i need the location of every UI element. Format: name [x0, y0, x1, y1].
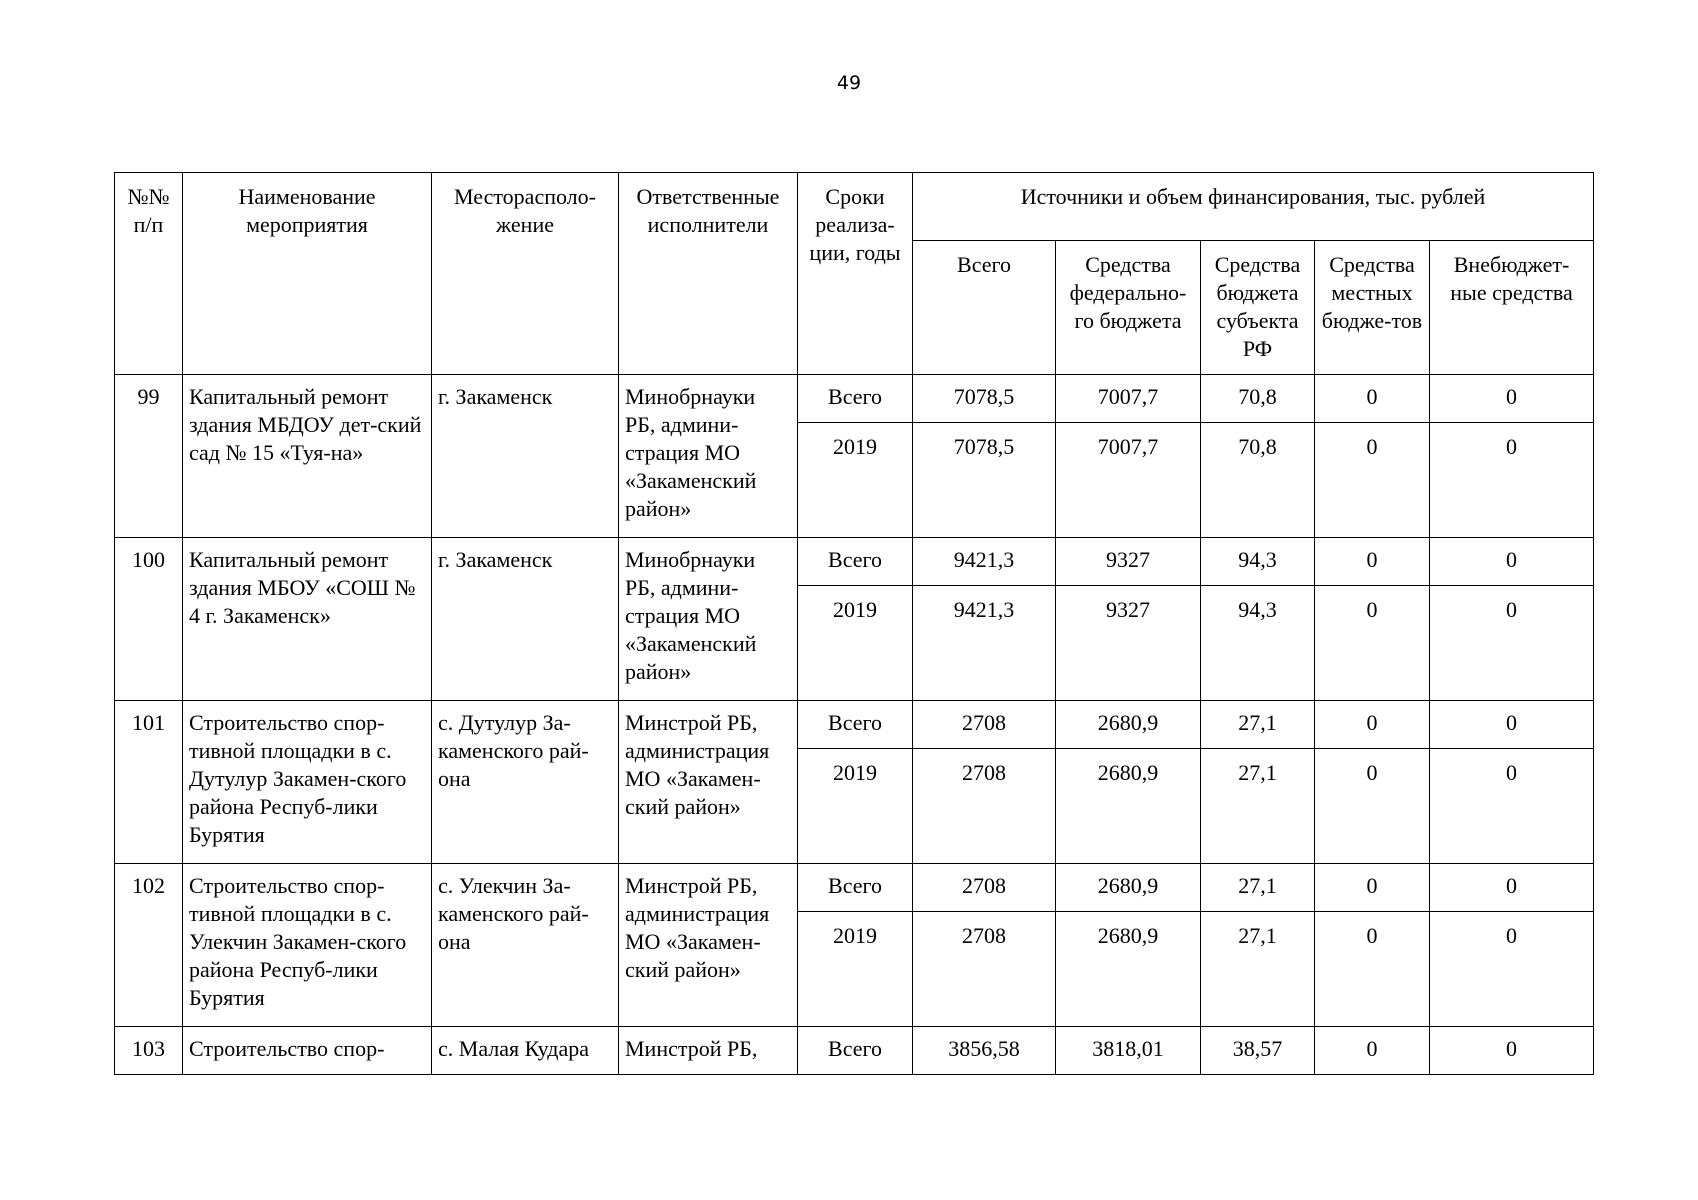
row-extra: 0 — [1430, 864, 1594, 912]
row-local: 0 — [1315, 864, 1430, 912]
row-period: 2019 — [798, 586, 913, 701]
row-location: с. Улекчин За-каменского рай-она — [432, 864, 619, 1027]
header-local: Средства местных бюдже-тов — [1315, 241, 1430, 375]
row-period: Всего — [798, 375, 913, 423]
row-extra: 0 — [1430, 423, 1594, 538]
header-responsible: Ответственные исполнители — [619, 173, 798, 375]
row-federal: 2680,9 — [1056, 864, 1201, 912]
row-name: Строительство спор-тивной площадки в с. Улекчин Закамен-ского района Респуб-лики Бурятия — [183, 864, 432, 1027]
row-extra: 0 — [1430, 1027, 1594, 1075]
row-responsible: Минобрнауки РБ, админи-страция МО «Закаменский район» — [619, 538, 798, 701]
table-row — [115, 375, 1594, 423]
row-extra: 0 — [1430, 912, 1594, 1027]
row-responsible: Минстрой РБ, — [619, 1027, 798, 1075]
row-total: 2708 — [913, 912, 1056, 1027]
row-num: 102 — [115, 864, 183, 1027]
header-name: Наименование мероприятия — [183, 173, 432, 375]
row-federal: 3818,01 — [1056, 1027, 1201, 1075]
row-period: 2019 — [798, 423, 913, 538]
table-row — [115, 701, 1594, 749]
row-total: 3856,58 — [913, 1027, 1056, 1075]
row-subject: 27,1 — [1201, 864, 1315, 912]
row-local: 0 — [1315, 1027, 1430, 1075]
header-period: Сроки реализа-ции, годы — [798, 173, 913, 375]
table-row — [115, 1027, 1594, 1075]
row-location: г. Закаменск — [432, 375, 619, 538]
row-subject: 70,8 — [1201, 423, 1315, 538]
row-num: 103 — [115, 1027, 183, 1075]
row-local: 0 — [1315, 701, 1430, 749]
header-federal: Средства федерально-го бюджета — [1056, 241, 1201, 375]
header-extra: Внебюджет-ные средства — [1430, 241, 1594, 375]
row-federal: 9327 — [1056, 538, 1201, 586]
row-num: 100 — [115, 538, 183, 701]
row-extra: 0 — [1430, 538, 1594, 586]
row-location: с. Малая Кудара — [432, 1027, 619, 1075]
row-subject: 27,1 — [1201, 749, 1315, 864]
row-period: 2019 — [798, 749, 913, 864]
row-local: 0 — [1315, 749, 1430, 864]
page-number: 49 — [836, 72, 862, 94]
row-federal: 7007,7 — [1056, 423, 1201, 538]
row-subject: 94,3 — [1201, 586, 1315, 701]
header-num: №№ п/п — [115, 173, 183, 375]
row-local: 0 — [1315, 375, 1430, 423]
row-responsible: Минобрнауки РБ, админи-страция МО «Закаменский район» — [619, 375, 798, 538]
row-total: 9421,3 — [913, 586, 1056, 701]
row-num: 101 — [115, 701, 183, 864]
row-responsible: Минстрой РБ, администрация МО «Закамен-ский район» — [619, 701, 798, 864]
row-local: 0 — [1315, 423, 1430, 538]
row-federal: 7007,7 — [1056, 375, 1201, 423]
row-total: 7078,5 — [913, 423, 1056, 538]
row-extra: 0 — [1430, 375, 1594, 423]
row-local: 0 — [1315, 912, 1430, 1027]
header-funding-group: Источники и объем финансирования, тыс. рублей — [913, 173, 1594, 241]
row-responsible: Минстрой РБ, администрация МО «Закамен-ский район» — [619, 864, 798, 1027]
row-local: 0 — [1315, 538, 1430, 586]
row-period: Всего — [798, 864, 913, 912]
row-extra: 0 — [1430, 701, 1594, 749]
row-name: Строительство спор-тивной площадки в с. Дутулур Закамен-ского района Респуб-лики Бурятия — [183, 701, 432, 864]
row-period: 2019 — [798, 912, 913, 1027]
row-name: Капитальный ремонт здания МБОУ «СОШ № 4 г. Закаменск» — [183, 538, 432, 701]
header-total: Всего — [913, 241, 1056, 375]
row-num: 99 — [115, 375, 183, 538]
row-federal: 2680,9 — [1056, 749, 1201, 864]
row-subject: 94,3 — [1201, 538, 1315, 586]
row-location: г. Закаменск — [432, 538, 619, 701]
table-row — [115, 864, 1594, 912]
row-extra: 0 — [1430, 586, 1594, 701]
row-total: 9421,3 — [913, 538, 1056, 586]
row-total: 2708 — [913, 864, 1056, 912]
table-row — [115, 538, 1594, 586]
row-subject: 27,1 — [1201, 912, 1315, 1027]
row-total: 7078,5 — [913, 375, 1056, 423]
row-location: с. Дутулур За-каменского рай-она — [432, 701, 619, 864]
row-total: 2708 — [913, 749, 1056, 864]
funding-table — [114, 172, 1594, 1075]
row-name: Капитальный ремонт здания МБДОУ дет-ский сад № 15 «Туя-на» — [183, 375, 432, 538]
row-subject: 70,8 — [1201, 375, 1315, 423]
row-local: 0 — [1315, 586, 1430, 701]
header-subject: Средства бюджета субъекта РФ — [1201, 241, 1315, 375]
row-federal: 9327 — [1056, 586, 1201, 701]
row-subject: 27,1 — [1201, 701, 1315, 749]
header-location: Месторасполо-жение — [432, 173, 619, 375]
row-name: Строительство спор- — [183, 1027, 432, 1075]
row-total: 2708 — [913, 701, 1056, 749]
row-period: Всего — [798, 538, 913, 586]
row-subject: 38,57 — [1201, 1027, 1315, 1075]
row-federal: 2680,9 — [1056, 912, 1201, 1027]
row-period: Всего — [798, 701, 913, 749]
row-extra: 0 — [1430, 749, 1594, 864]
row-period: Всего — [798, 1027, 913, 1075]
row-federal: 2680,9 — [1056, 701, 1201, 749]
